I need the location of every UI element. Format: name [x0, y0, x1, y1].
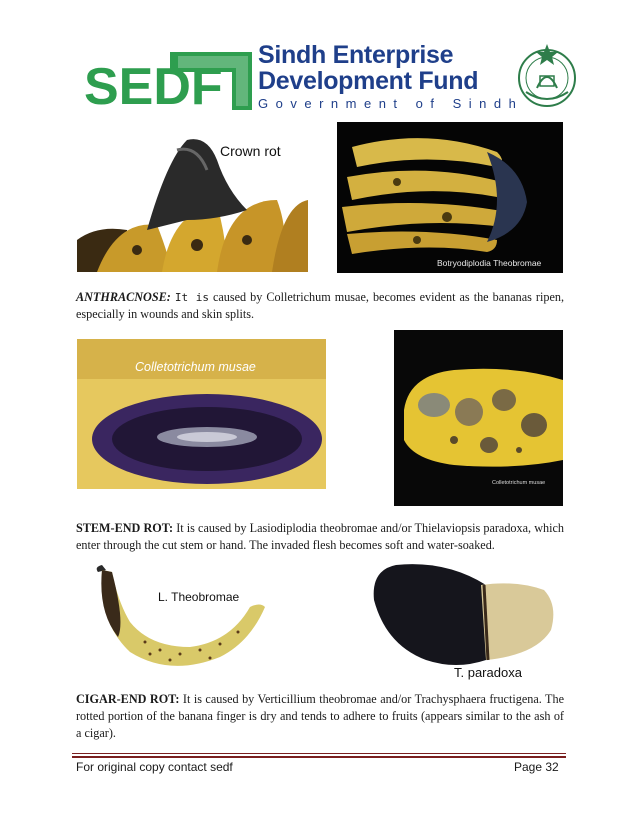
logo-title [258, 41, 524, 112]
t-paradoxa-photo [366, 560, 558, 684]
logo-line-1: Sindh Enterprise [258, 41, 454, 69]
colletotrichum-closeup-photo [77, 339, 326, 489]
anthracnose-it-is: It is [174, 291, 209, 304]
page-number: Page 32 [514, 760, 559, 774]
cigar-end-rot-paragraph [76, 691, 564, 742]
cigar-end-rot-heading: CIGAR-END ROT: [76, 692, 180, 706]
stem-end-rot-text: It is caused by Lasiodiplodia theobromae and/or Thielaviopsis paradoxa, which enter through the cut stem or hand. The invaded flesh becomes soft and water-soaked. [76, 521, 564, 552]
colletotrichum-banana-photo [394, 330, 563, 506]
government-emblem-icon [512, 40, 582, 110]
footer-contact-text: For original copy contact sedf [76, 760, 233, 774]
footer-rule-top [72, 753, 566, 754]
sedf-logo-graphic [82, 52, 252, 110]
sedf-logo-text: SEDF [84, 58, 223, 110]
crown-rot-photo [77, 130, 308, 272]
l-theobromae-caption: L. Theobromae [158, 590, 240, 604]
botryodiplodia-photo [337, 122, 563, 273]
logo-line-3: Government of Sindh [258, 96, 524, 111]
crown-rot-caption: Crown rot [220, 143, 281, 159]
logo-line-2: Development Fund [258, 67, 479, 95]
sedf-logo [82, 52, 252, 110]
footer-rule-bottom [72, 756, 566, 758]
anthracnose-heading: ANTHRACNOSE: [76, 290, 171, 304]
stem-end-rot-paragraph [76, 520, 564, 554]
stem-end-rot-heading: STEM-END ROT: [76, 521, 174, 535]
t-paradoxa-caption: T. paradoxa [454, 665, 522, 680]
colletotrichum-small-caption: Colletotrichum musae [492, 480, 546, 486]
l-theobromae-photo [90, 562, 268, 682]
botryodiplodia-caption: Botryodiplodia Theobromae [437, 258, 542, 268]
cigar-end-rot-text: It is caused by Verticillium theobromae and/or Trachysphaera fructigena. The rotted portion of the banana finger is dry and tends to adhere to fruits (appears similar to the ash of a cigar). [76, 692, 564, 740]
anthracnose-paragraph [76, 289, 564, 323]
anthracnose-text: caused by Colletrichum musae, becomes evident as the bananas ripen, especially in wounds and skin splits. [76, 290, 564, 321]
colletotrichum-caption: Colletotrichum musae [135, 360, 256, 374]
